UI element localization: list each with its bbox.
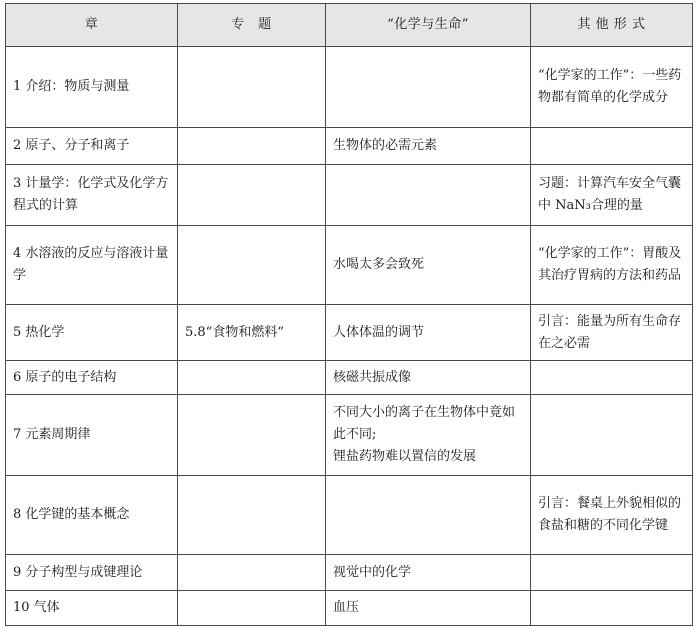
cell-chem-life: 视觉中的化学 — [326, 555, 531, 591]
cell-other — [531, 591, 693, 626]
cell-chapter: 4 水溶液的反应与溶液计量学 — [6, 226, 178, 305]
cell-chapter: 2 原子、分子和离子 — [6, 128, 178, 165]
cell-chapter: 5 热化学 — [6, 305, 178, 361]
cell-chapter: 7 元素周期律 — [6, 395, 178, 476]
header-chapter: 章 — [6, 4, 178, 47]
cell-chem-life — [326, 47, 531, 128]
cell-other: “化学家的工作”：一些药物都有简单的化学成分 — [531, 47, 693, 128]
cell-other — [531, 555, 693, 591]
cell-topic — [178, 128, 326, 165]
header-chemistry-and-life: “化学与生命” — [326, 4, 531, 47]
cell-topic — [178, 476, 326, 555]
cell-chapter: 9 分子构型与成键理论 — [6, 555, 178, 591]
table-row — [6, 226, 693, 305]
cell-other: 引言：能量为所有生命存在之必需 — [531, 305, 693, 361]
table-row — [6, 555, 693, 591]
table-row — [6, 165, 693, 226]
cell-chapter: 3 计量学：化学式及化学方程式的计算 — [6, 165, 178, 226]
cell-topic: 5.8“食物和燃料” — [178, 305, 326, 361]
cell-chem-life: 水喝太多会致死 — [326, 226, 531, 305]
table-row — [6, 305, 693, 361]
table-row — [6, 591, 693, 626]
cell-chem-life: 不同大小的离子在生物体中竟如此不同; 锂盐药物难以置信的发展 — [326, 395, 531, 476]
header-other-forms: 其 他 形 式 — [531, 4, 693, 47]
cell-topic — [178, 395, 326, 476]
cell-other: “化学家的工作”：胃酸及其治疗胃病的方法和药品 — [531, 226, 693, 305]
cell-topic — [178, 226, 326, 305]
cell-chem-life: 核磁共振成像 — [326, 361, 531, 395]
cell-topic — [178, 165, 326, 226]
table-header-row — [6, 4, 693, 47]
table-row — [6, 128, 693, 165]
table-row — [6, 47, 693, 128]
cell-chapter: 6 原子的电子结构 — [6, 361, 178, 395]
cell-chem-life: 人体体温的调节 — [326, 305, 531, 361]
cell-topic — [178, 555, 326, 591]
cell-other: 引言：餐桌上外貌相似的食盐和糖的不同化学键 — [531, 476, 693, 555]
cell-chem-life: 生物体的必需元素 — [326, 128, 531, 165]
cell-topic — [178, 361, 326, 395]
cell-other: 习题：计算汽车安全气囊中 NaN₃合理的量 — [531, 165, 693, 226]
header-special-topic: 专 题 — [178, 4, 326, 47]
chapter-topics-table — [5, 3, 693, 626]
cell-topic — [178, 47, 326, 128]
cell-chapter: 1 介绍：物质与测量 — [6, 47, 178, 128]
cell-chapter: 8 化学键的基本概念 — [6, 476, 178, 555]
cell-chem-life — [326, 165, 531, 226]
cell-other — [531, 361, 693, 395]
table-row — [6, 395, 693, 476]
cell-chapter: 10 气体 — [6, 591, 178, 626]
table-row — [6, 476, 693, 555]
cell-chem-life: 血压 — [326, 591, 531, 626]
cell-chem-life — [326, 476, 531, 555]
table-row — [6, 361, 693, 395]
cell-other — [531, 395, 693, 476]
cell-topic — [178, 591, 326, 626]
cell-other — [531, 128, 693, 165]
